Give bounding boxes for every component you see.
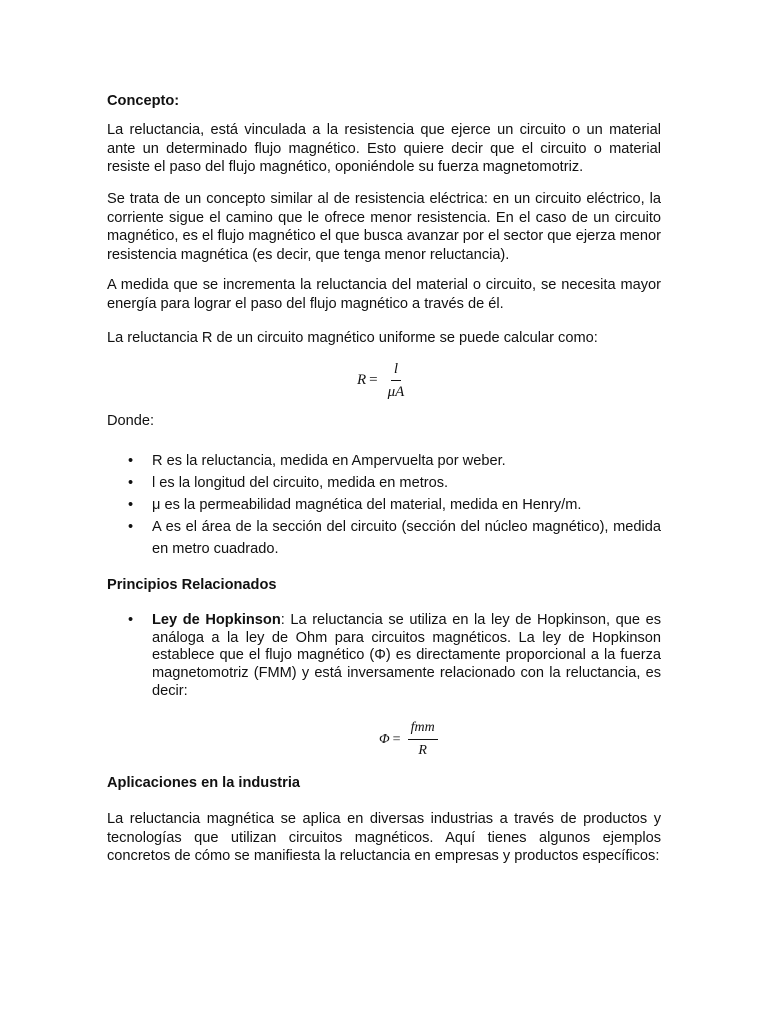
list-item: [107, 612, 661, 701]
formula-r-lhs: R: [357, 372, 367, 388]
formula-phi-fraction: [408, 719, 438, 760]
paragraph-definicion: La reluctancia, está vinculada a la resistencia que ejerce un circuito o un material ante un determinado flujo magnético. Esto quiere decir que el circuito o material resiste el paso del flujo magnético, oponiéndole su fuerza magnetomotriz.: [107, 122, 661, 175]
list-item: • μ es la permeabilidad magnética del material, medida en Henry/m.: [107, 494, 661, 516]
formula-r-equals: =: [369, 372, 378, 388]
formula-r-numerator: l: [391, 360, 401, 381]
list-item: • A es el área de la sección del circuito (sección del núcleo magnético), medida en metro cuadrado.: [107, 516, 661, 560]
variables-list: [107, 450, 661, 560]
label-donde: Donde:: [107, 413, 155, 429]
formula-r-fraction: [385, 360, 408, 401]
formula-phi-equals: =: [392, 731, 401, 747]
paragraph-aplicaciones: La reluctancia magnética se aplica en diversas industrias a través de productos y tecnologías que utilizan circuitos magnéticos. Aquí tienes algunos ejemplos concretos de cómo se manifiesta la reluctancia en empresas y productos específicos:: [107, 811, 661, 864]
list-item: • R es la reluctancia, medida en Ampervuelta por weber.: [107, 450, 661, 472]
formula-phi-denominator: R: [418, 743, 427, 758]
paragraph-comparacion: Se trata de un concepto similar al de resistencia eléctrica: en un circuito eléctrico, la corriente sigue el camino que le ofrece menor resistencia. En el caso de un circuito magnético, es el flujo magnético el que busca avanzar por el sector que ejerza menor resistencia magnética (es decir, que tenga menor reluctancia).: [107, 191, 661, 263]
heading-concepto: Concepto:: [107, 93, 180, 109]
paragraph-energia: A medida que se incrementa la reluctancia del material o circuito, se necesita mayor energía para lograr el paso del flujo magnético a través de él.: [107, 277, 661, 312]
heading-principios: Principios Relacionados: [107, 577, 277, 593]
hopkinson-description: : La reluctancia se utiliza en la ley de Hopkinson, que es análoga a la ley de Ohm para circuitos magnéticos. La ley de Hopkinson establece que el flujo magnético (Φ) es directamente proporcional a la fuerza magnetomotriz (FMM) y está inversamente relacionado con la reluctancia, es decir:: [152, 612, 661, 699]
principios-list: [107, 612, 661, 701]
formula-r-denominator: μA: [387, 384, 405, 400]
formula-flujo: [379, 719, 438, 760]
heading-aplicaciones: Aplicaciones en la industria: [107, 775, 301, 791]
paragraph-calculo: La reluctancia R de un circuito magnético uniforme se puede calcular como:: [107, 330, 598, 346]
formula-phi-numerator: fmm: [408, 719, 438, 740]
term-hopkinson: Ley de Hopkinson: [152, 612, 281, 628]
formula-phi-lhs: Φ: [379, 731, 390, 747]
formula-reluctancia: [357, 360, 407, 401]
list-item: • l es la longitud del circuito, medida en metros.: [107, 472, 661, 494]
